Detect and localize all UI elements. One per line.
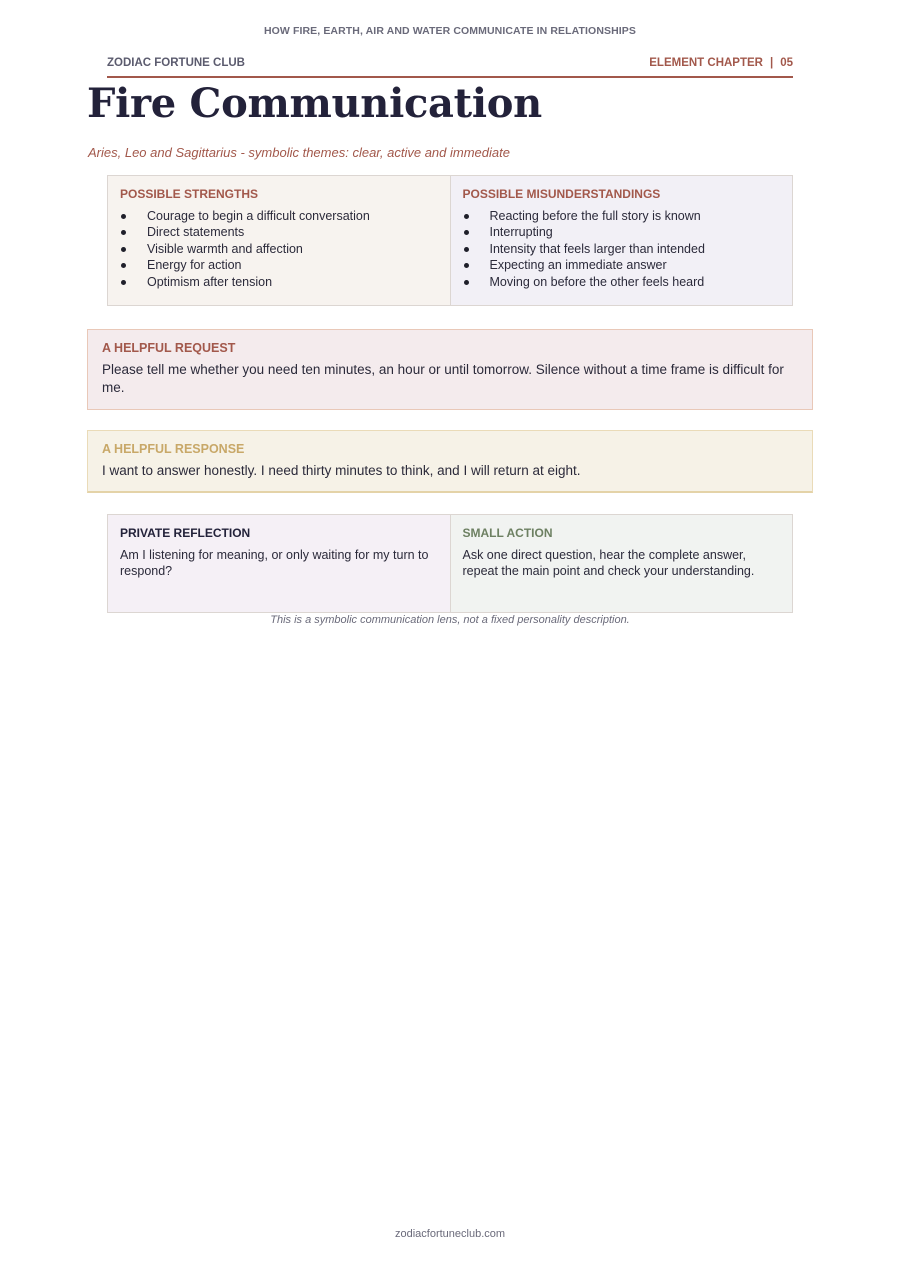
action-heading: SMALL ACTION	[462, 526, 553, 540]
list-item: Reacting before the full story is known	[463, 208, 781, 224]
strengths-column	[108, 176, 450, 305]
list-item: Intensity that feels larger than intended	[463, 241, 781, 257]
chapter-number: 05	[780, 57, 793, 69]
list-item: Energy for action	[120, 257, 438, 273]
misunderstandings-heading: POSSIBLE MISUNDERSTANDINGS	[462, 187, 661, 201]
chapter-label: ELEMENT CHAPTER	[649, 57, 763, 69]
list-item: Direct statements	[120, 224, 438, 240]
footer-url: zodiacfortuneclub.com	[394, 1228, 506, 1240]
brand-name: ZODIAC FORTUNE CLUB	[107, 57, 245, 69]
strengths-misunderstandings-panel	[107, 175, 793, 306]
chapter-indicator	[649, 57, 793, 69]
request-heading: A HELPFUL REQUEST	[102, 341, 236, 355]
response-text: I want to answer honestly. I need thirty minutes to think, and I will return at eight.	[102, 463, 581, 478]
page-title: Fire Communication	[87, 80, 542, 127]
request-text: Please tell me whether you need ten minutes, an hour or until tomorrow. Silence without a time frame is difficult for me.	[102, 362, 784, 395]
response-heading: A HELPFUL RESPONSE	[102, 442, 245, 456]
reflection-heading: PRIVATE REFLECTION	[120, 526, 251, 540]
list-item: Courage to begin a difficult conversation	[120, 208, 438, 224]
small-action-column	[450, 515, 793, 612]
private-reflection-column	[108, 515, 450, 612]
action-text: Ask one direct question, hear the complete answer, repeat the main point and check your understanding.	[462, 548, 755, 579]
misunderstandings-list	[463, 208, 781, 290]
page-subtitle: Aries, Leo and Sagittarius - symbolic themes: clear, active and immediate	[88, 145, 510, 160]
misunderstandings-column	[450, 176, 793, 305]
top-bar	[107, 56, 793, 78]
disclaimer-note: This is a symbolic communication lens, not a fixed personality description.	[270, 614, 630, 626]
reflection-text: Am I listening for meaning, or only waiting for my turn to respond?	[120, 548, 429, 579]
reflection-action-panel	[107, 514, 793, 613]
helpful-response-callout	[87, 430, 813, 493]
strengths-list	[120, 208, 438, 290]
list-item: Optimism after tension	[120, 274, 438, 290]
list-item: Visible warmth and affection	[120, 241, 438, 257]
strengths-heading: POSSIBLE STRENGTHS	[120, 187, 259, 201]
helpful-request-callout	[87, 329, 813, 410]
chapter-separator: |	[769, 57, 774, 69]
list-item: Expecting an immediate answer	[463, 257, 781, 273]
running-header: HOW FIRE, EARTH, AIR AND WATER COMMUNICATE IN RELATIONSHIPS	[263, 25, 637, 37]
list-item: Interrupting	[463, 224, 781, 240]
list-item: Moving on before the other feels heard	[463, 274, 781, 290]
